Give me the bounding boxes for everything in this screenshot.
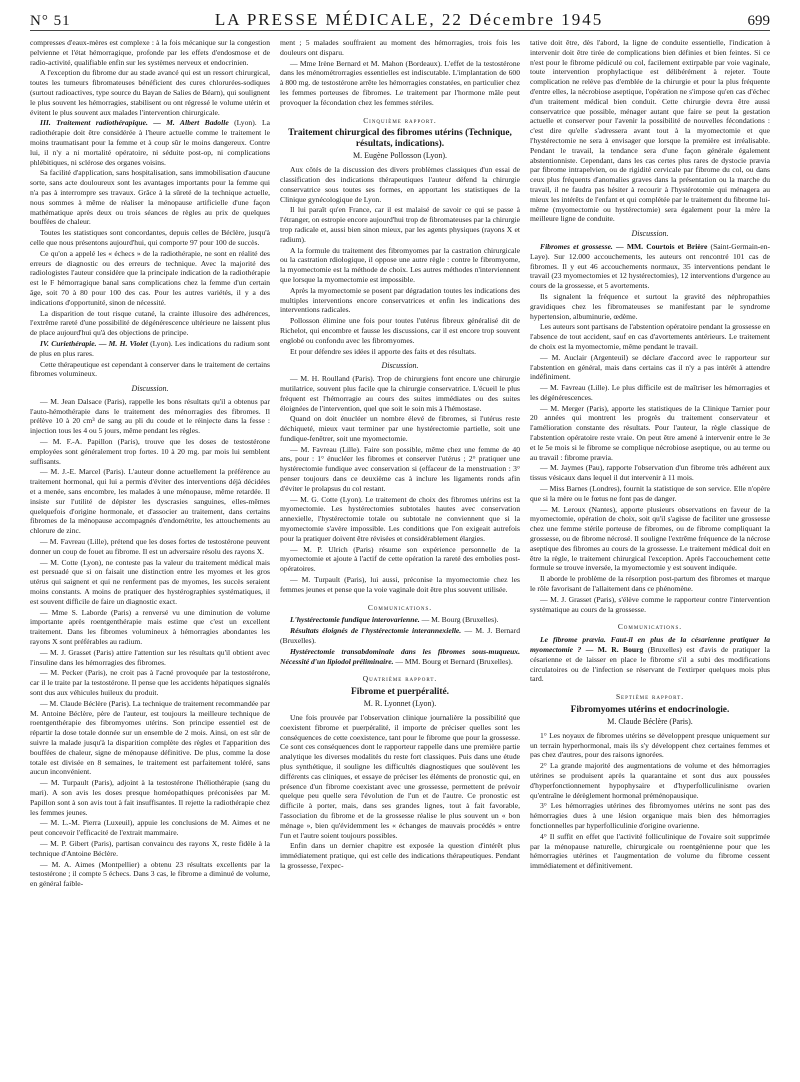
paragraph: Ils signalent la fréquence et surtout la gravité des néphropathies gravidiques chez les fibromateuses se manifestant par le syndrome hypertension, albuminurie, œdème. [530, 291, 770, 321]
discussion-entry: — M. Turpault (Paris), adjoint à la testostérone l'héliothérapie (sang du mari). A son avis les doses presque homéopathiques préconisées par M. Papillon sont à son avis tout à fait insuffisantes. Il rejette la radiothérapie chez les femmes jeunes. [30, 778, 270, 817]
paragraph: Sa facilité d'application, sans hospitalisation, sans immobilisation d'aucune sorte, sans acte douloureux sont les avantages importants pour la femme qui n'a pas à interrompre ses travaux. Grâce à la sûreté de la technique actuelle, nous sommes à même de réaliser la ménopause artificielle d'une façon mathématique après deux ou trois séances de règles au prix de quelques bouffées de chaleur. [30, 168, 270, 227]
discussion-entry: — M. J. Grasset (Paris) attire l'attention sur les résultats qu'il obtient avec l'insuline dans les hémorragies des fibromes. [30, 647, 270, 667]
discussion-entry: — M. J.-E. Marcel (Paris). L'auteur donne actuellement la préférence au traitement hormonal, qui lui a permis d'éviter des interventions déjà décidées et a menée, sans encombre, les malades à une ménopause, même retardée. Il insiste sur l'utilité de dépister les dyscrasies sanguines, elles-mêmes quelquefois d'origine hormonale, et d'associer au traitement, dans certains fibromes de la ménopause accompagnés d'endométrite, les attouchements au chlorure de zinc. [30, 467, 270, 536]
discussion-entry: — M. Jaymes (Pau), rapporte l'observation d'un fibrome très adhérent aux tissus vésicaux dans lequel il dut intervenir à 11 mois. [530, 463, 770, 483]
communications-label: Communications. [367, 602, 433, 612]
paragraph: A l'exception du fibrome dur au stade avancé qui est un ressort chirurgical, toutes les tumeurs fibromateuses bénéficient des cures chlorurées-sodiques (surtout radioactives, type source du Bayan de Salies de Béarn), qui soulignent le plus souvent les hémorragies, stabilisent ou ont régressé le volume utérin et évitent le plus souvent aux malades l'intervention chirurgicale. [30, 68, 270, 117]
discussion-entry: — M. P. Ulrich (Paris) résume son expérience personnelle de la myomectomie et ajoute à l'actif de cette opération la rareté des embolies post-opératoires. [280, 544, 520, 574]
discussion-label: Discussion. [631, 229, 669, 239]
article-title: Fibrome et puerpéralité. [351, 687, 449, 698]
paragraph-text: (Lyon). Les indications du radium sont de plus en plus rares. [30, 338, 270, 358]
discussion-entry: — M. Favreau (Lille). Le plus difficile est de maîtriser les hémorragies et les dégénérescences. [530, 383, 770, 402]
report-label: Quatrième rapport. [362, 674, 438, 684]
paragraph-text: (Bruxelles) est d'avis de pratiquer la césarienne et de laisser en place le fibrome s'il a subi des modifications circulatoires ou de l'infection se réservant de l'extirper quelques mois plus tard. [530, 645, 770, 684]
discussion-label: Discussion. [381, 361, 419, 371]
discussion-entry: Il aborde le problème de la résorption post-partum des fibromes et marque le rôle favorisant de l'allaitement dans ce phénomène. [530, 574, 770, 594]
communication-author: — MM. Bourg et Bernard (Bruxelles). [395, 656, 513, 666]
column-left [30, 38, 270, 1072]
paragraph: Une fois prouvée par l'observation clinique journalière la possibilité que coexistent fibrome et puerpéralité, il importe de préciser quelles sont les conséquences de cette coexistence, tant pour le fibrome que pour la grossesse. Ce sont ces conséquences dont le rapporteur rappelle dans une première partie analytique les diverses modalités du reste fort classiques. Puis dans une étude plus synthétique, il souligne les difficultés diagnostiques que soulèvent les différents cas cliniques, et essaye de préciser les éléments de pronostic qui, en présence d'un fibrome coexistant avec une grossesse, permettent de prévoir quelque peu quelle sera l'évolution de l'un et de l'autre. Ce pronostic est difficile à porter, mais, dans ses grandes lignes, tout à fait favorable, l'association du fibrome et de la grossesse réalise le plus souvent un « bon ménage », bien qu'évidemment les « échanges de mauvais procédés » entre l'un et l'autre soient toujours possibles. [280, 713, 520, 840]
communication-author: — M. Bourg (Bruxelles). [421, 615, 499, 625]
paragraph: 3° Les hémorragies utérines des fibromyomes utérins ne sont pas des hémorragies dues à une lésion organique mais bien des hémorragies fonctionnelles par hyperfolliculinie d'origine ovarienne. [530, 801, 770, 830]
discussion-label: Discussion. [131, 384, 169, 394]
communication-author: — MM. Courtois et Brière [616, 241, 708, 251]
paragraph: Toutes les statistiques sont concordantes, depuis celles de Béclère, jusqu'à celle que nous présentons aujourd'hui, qui comporte 97 pour 100 de succès. [30, 228, 270, 247]
communication-title: L'hystérectomie fundique interovarienne. [290, 615, 420, 625]
article-columns [30, 38, 770, 1072]
discussion-entry: Quand on doit énucléer un nombre élevé de fibromes, si l'utérus reste déchiqueté, mieux vaut terminer par une hystérectomie partielle, soit une fundique-fenêtrer, soit une myomectomie. [280, 414, 520, 443]
paragraph: 1° Les noyaux de fibromes utérins se développent presque uniquement sur un terrain hyperhormonal, mais ils s'y développent chez certaines femmes et pas chez d'autres, pour des raisons ignorées. [530, 730, 770, 760]
paragraph: compresses d'eaux-mères est complexe : à la fois mécanique sur la congestion pelvienne et l'état hémorragique, profonde par les effets d'endosmose et de radio-activité, qualifiable enfin sur les systèmes nerveux et endocrinien. [30, 38, 270, 67]
paragraph: Et pour défendre ses idées il apporte des faits et des résultats. [290, 346, 476, 356]
discussion-entry: — M. A. Aimes (Montpellier) a obtenu 23 résultats excellents par la testostérone ; il compte 5 échecs. Dans 3 cas, le fibrome a diminué de volume, en général faible- [30, 859, 270, 889]
discussion-entry: — M. Jean Dalsace (Paris), rappelle les bons résultats qu'il a obtenus par l'auto-hémothérapie dans le traitement des ménorragies des fibromes. Il prélève 10 à 20 cm³ de sang au pli du coude et le réinjecte dans la fesse : injection tous les 4 ou 5 jours, même pendant les règles. [30, 396, 270, 436]
discussion-entry: — M. Favreau (Lille). Faire son possible, même chez une femme de 40 ans, pour : 1° énucléer les fibromes et conserver l'utérus ; 2° pratiquer une hystérectomie fundique avec conservation si (effaceur de la menstruation : 3° penser toujours dans ce deuxième cas à inclure les ligaments ronds afin d'éviter le prolapsus du col restant. [280, 444, 520, 493]
paragraph: Pollosson élimine une fois pour toutes l'utérus fibreux généralisé dit de Richelot, qui encombre et fausse les discussions, car il est encore trop souvent englobé ou confondu avec les fibromyomes. [280, 316, 520, 345]
discussion-entry: — Mme S. Laborde (Paris) a renversé vu une diminution de volume importante après roentgenthérapie mais estime que c'est un excellent traitement. Dans les fibromes volumineux à hémorragies abondantes les rayons X sont préférables au radium. [30, 607, 270, 647]
article-author: M. Eugène Pollosson (Lyon). [353, 151, 447, 161]
paragraph: A la formule du traitement des fibromyomes par la castration chirurgicale ou la castration rdiologique, il oppose une autre règle : contre le fibromyome, la myomectomie est la méthode de choix. Les autres méthodes n'interviennent que lorsque la myomectomie est impossible. [280, 245, 520, 284]
discussion-entry: — Mme Irène Bernard et M. Mahon (Bordeaux). L'effet de la testostérone dans les ménométrorragies essentielles est indiscutable. L'implantation de 600 à 800 mg. de testostérone arrête les hémorragies constatées, en particulier chez les femmes porteuses de fibromes. Le traitement par l'hormone mâle peut provoquer la fécondation chez les femmes stériles. [280, 58, 520, 107]
communication-author: — M. R. Bourg [585, 645, 644, 655]
paragraph: Il lui paraît qu'en France, car il est malaisé de savoir ce qui se passe à l'étranger, on estropie encore aujourd'hui trop de fibromateuses par la chirurgie trop radicale et, aussi bien sinon mieux, par les agents physiques (rayons X et radium). [280, 205, 520, 244]
column-right [530, 38, 770, 1072]
paragraph-text: (Saint-Germain-en-Laye). Sur 12.000 accouchements, les auteurs ont rencontré 101 cas de fibromes. Il y eut 46 accouchements normaux, 35 interventions pendant le travail (23 myomectomies et 12 hystérectomies), 12 interventions d'urgence au cours de la grossesse, et 5 avortements. [530, 241, 770, 291]
article-title: Traitement chirurgical des fibromes utérins (Technique, résultats, indications). [288, 128, 512, 150]
discussion-entry: — Miss Barnes (Londres), fournit la statistique de son service. Elle n'opère que si la mère ou le fœtus ne font pas de danger. [530, 484, 770, 503]
paragraph: Après la myomectomie se posent par dégradation toutes les indications des multiples interventions encore conservatrices et enfin les indications des interventions radicales. [280, 285, 520, 315]
column-middle [280, 38, 520, 1072]
discussion-entry: — M. Leroux (Nantes), apporte plusieurs observations en faveur de la myomectomie, opération de choix, soit qu'il s'agisse de faciliter une grossesse chez une femme stérile porteuse de fibromes, ou de fibrome compliquant la grossesse, ou de fibrome nécrosé. Il souligne l'extrême fréquence de la nécrose aseptique des fibromes au cours de la grossesse. Le traitement médical doit en être la règle, le traitement chirurgical l'exception. Après l'accouchement cette formule se trouve inversée, la myomectomie y est souvent indiquée. [530, 504, 770, 573]
communication-author: — M. J. Bernard (Bruxelles). [280, 626, 520, 646]
communication-title: Fibromes et grossesse. [540, 241, 613, 251]
article-author: M. R. Lyonnet (Lyon). [363, 699, 437, 709]
communication-title: Résultats éloignés de l'hystérectomie interannexielle. [290, 626, 462, 636]
discussion-entry: — M. Merger (Paris), apporte les statistiques de la Clinique Tarnier pour 20 années qui montrent les progrès du traitement conservateur et l'amélioration constante des résultats. Pour l'auteur, la règle classique de l'abstention opératoire reste vraie. On peut être amené à intervenir entre le 3e et le 5e mois si le fibrome se complique nécrobiose aseptique, ou au terme ou au travail : fibrome prævia. [530, 403, 770, 462]
paragraph: Les auteurs sont partisans de l'abstention opératoire pendant la grossesse en l'absence de tout accident, sauf en cas d'avortements antérieurs. Le traitement de choix est la myomectomie, même pendant le travail. [530, 322, 770, 351]
discussion-entry: — M. P. Gibert (Paris), partisan convaincu des rayons X, reste fidèle à la technique d'Antoine Béclère. [30, 838, 270, 858]
report-label: Cinquième rapport. [363, 115, 437, 125]
discussion-entry: — M. Pecker (Paris), ne croit pas à l'acné provoquée par la testostérone, car il le traite par la testostérone. Il pense que les accidents hépatiques signalés sont dus aux véhicules huileux du produit. [30, 668, 270, 697]
paragraph: La disparition de tout risque cutané, la crainte illusoire des adhérences, l'extrême rareté d'une possibilité de dégénérescence ultérieure ne laissent plus de place aujourd'hui qu'à des objections de principe. [30, 308, 270, 338]
issue-number: N° 51 [30, 13, 71, 29]
article-title: Fibromyomes utérins et endocrinologie. [570, 705, 730, 715]
paragraph: tative doit être, dès l'abord, la ligne de conduite essentielle, l'indication à intervenir doit être tirée de complications bien définies et bien feintes. Si ce n'est pour le fibrome pédiculé ou col, facilement extirpable par voie vaginale, toute intervention prophylactique est délibérément à rejeter. Toute complication ne relève pas d'emblée de la chirurgie et pour la plus fréquente d'entre elles, la nécrobiose aseptique, l'opération ne s'impose qu'en cas d'échec d'un traitement médical bien conduit. Cette chirurgie devra être aussi conservatrice que possible, ménager autant que faire se peut la gestation actuelle et conserver pour l'avenir la possibilité de nouvelles fécondations : c'est dire qu'elle s'adressera avant tout à la myomectomie et que l'hystérectomie ne sera à envisager que lorsque la première est irréalisable. Pendant le travail, la tendance sera d'une façon générale également abstentionniste. Cependant, dans les cas certes plus rares de dystocie prævia par fibrome intrapelvien, ou de rigidité cervicale par fibrome du col, ou dans ceux plus fréquents d'anomalies graves dans la présentation ou la marche du travail, il ne faudra pas hésiter à recourir à l'hystérotomie qui ménagera au mieux les intérêts de l'enfant et qui complétée par le traitement du fibrome lui-même (myomectomie ou hystérectomie) sera également pour la mère la meilleure ligne de conduite. [530, 38, 770, 224]
discussion-entry: — M. G. Cotte (Lyon). Le traitement de choix des fibromes utérins est la myomectomie. Les hystérectomies subtotales hautes avec conservation annexielle, l'hystérectomie totale ou subtotale ne conviennent que si la myomectomie s'avère impossible. Les conditions que l'on exigeait autrefois pour la pratiquer doivent être révisées et considérablement élargies. [280, 494, 520, 543]
paragraph: 4° Il suffit en effet que l'activité folliculinique de l'ovaire soit supprimée par la ménopause naturelle, chirurgicale ou roentgénienne pour que les hémorragies utérines et l'augmentation de volume du fibrome cessent immédiatement et définitivement. [530, 831, 770, 871]
paragraph-text: (Lyon). La radiothérapie doit être considérée à l'heure actuelle comme le traitement le moins traumatisant pour la femme et à coup sûr le moins dangereux. Contre lui, il n'y a ni mortalité opératoire, ni séduite post-op, ni complications phlébitiques, ni sclérose des organes voisins. [30, 118, 270, 167]
paragraph: Ce qu'on a appelé les « échecs » de la radiothérapie, ne sont en réalité des erreurs de diagnostic ou des erreurs de technique. Avec la majorité des radiologistes l'auteur considère que la principale indication de la radiothérapie est le F hémorragique banal sans complications chez la femme d'un certain âge, soit 70 à 80 pour 100 des cas. Pour les autres variétés, il y a des indications d'opportunité, sinon de nécessité. [30, 248, 270, 307]
discussion-entry: — M. Auclair (Argenteuil) se déclare d'accord avec le rapporteur sur l'abstention en général, mais dans certains cas il n'y a pas intérêt à attendre indéfiniment. [530, 352, 770, 382]
section-heading: IV. Curiethérapie. — M. H. Violet [40, 338, 148, 348]
communications-label: Communications. [617, 622, 683, 632]
communication-title: Hystérectomie transabdominale dans les fibromes sous-muqueux. Nécessité d'un lipiodol préliminaire. [280, 646, 520, 666]
paragraph: Cette thérapeutique est cependant à conserver dans le traitement de certains fibromes volumineux. [30, 359, 270, 379]
paragraph: Enfin dans un dernier chapitre est exposée la question d'intérêt plus immédiatement pratique, qui est celle des indications thérapeutiques. Pendant la grossesse, l'expec- [280, 841, 520, 870]
page-header [30, 8, 770, 31]
article-author: M. Claude Béclère (Paris). [607, 717, 693, 726]
discussion-entry: — M. Claude Béclère (Paris). La technique de traitement recommandée par M. Antoine Béclère, père de l'auteur, est toujours la meilleure technique de roentgenthérapie des fibromyomes utérins. Son principe essentiel est de répartir la dose totale donnée sur un ensemble de 2 mois. Ainsi, on est sûr de suivre la malade jusqu'à la disparition complète des règles et l'apparition des bouffées de chaleur, signe de ménopause définitive. De plus, comme la dose totale est divisée en 8 semaines, le traitement est parfaitement toléré, sans aucun inconvénient. [30, 698, 270, 777]
section-heading: III. Traitement radiothérapique. — M. Albert Badolle [40, 118, 229, 128]
discussion-entry: — M. Turpault (Paris), lui aussi, préconise la myomectomie chez les femmes jeunes et pense que la voie vaginale doit être plus souvent utilisée. [280, 575, 520, 594]
paragraph: Aux côtés de la discussion des divers problèmes classiques d'un essai de classification des indications thérapeutiques l'auteur défend la chirurgie conservatrice sous toutes ses formes, en apportant les statistiques de la Clinique gynécologique de Lyon. [280, 165, 520, 204]
discussion-entry: — M. F.-A. Papillon (Paris), trouve que les doses de testostérone employées sont généralement trop fortes. 10 à 20 mg. par mois lui semblent suffisants. [30, 437, 270, 466]
report-label: Septième rapport. [615, 692, 685, 702]
discussion-entry: — M. L.-M. Pierra (Luxeuil), appuie les conclusions de M. Aimes et ne peut concevoir l'efficacité de l'extrait mammaire. [30, 818, 270, 838]
journal-title: LA PRESSE MÉDICALE, 22 Décembre 1945 [214, 10, 604, 29]
discussion-entry: — M. J. Grasset (Paris), s'élève comme le rapporteur contre l'intervention systématique au cours de la grossesse. [530, 594, 770, 614]
page-number: 699 [747, 13, 770, 29]
discussion-entry: — M. Cotte (Lyon), ne conteste pas la valeur du traitement médical mais est persuadé que si on faisait une distinction entre les myomes et les gros utérus qui saignent et qui ne renferment pas de myomes, les succès seraient moins constants. A moins de pratiquer des hystérographies systématiques, il est souvent difficile de faire un diagnostic exact. [30, 557, 270, 606]
discussion-entry: — M. Favreau (Lille), prétend que les doses fortes de testostérone peuvent donner un coup de fouet au fibrome. Il est un adversaire résolu des rayons X. [30, 537, 270, 556]
discussion-entry: — M. H. Roulland (Paris). Trop de chirurgiens font encore une chirurgie mutilatrice, souvent plus facile que la chirurgie conservatrice. L'écueil le plus fréquent est l'hémorragie au cours des suites immédiates ou des suites éloignées de l'intervention, quel que soit le soin mis à l'hémostase. [280, 374, 520, 413]
paragraph: ment ; 5 malades souffraient au moment des hémorragies, trois fois les douleurs ont disparu. [280, 38, 520, 57]
paragraph: 2° La grande majorité des augmentations de volume et des hémorragies utérines se produisent après la quarantaine et sont dus aux poussées d'hyperfonctionnement hypophysaire et d'hyperfolliculinisme ovarien qu'entraîne le dérèglement hormonal préménopausique. [530, 761, 770, 800]
communication-title: Le fibrome prævia. Faut-il en plus de la césarienne pratiquer la myomectomie ? [530, 635, 770, 655]
